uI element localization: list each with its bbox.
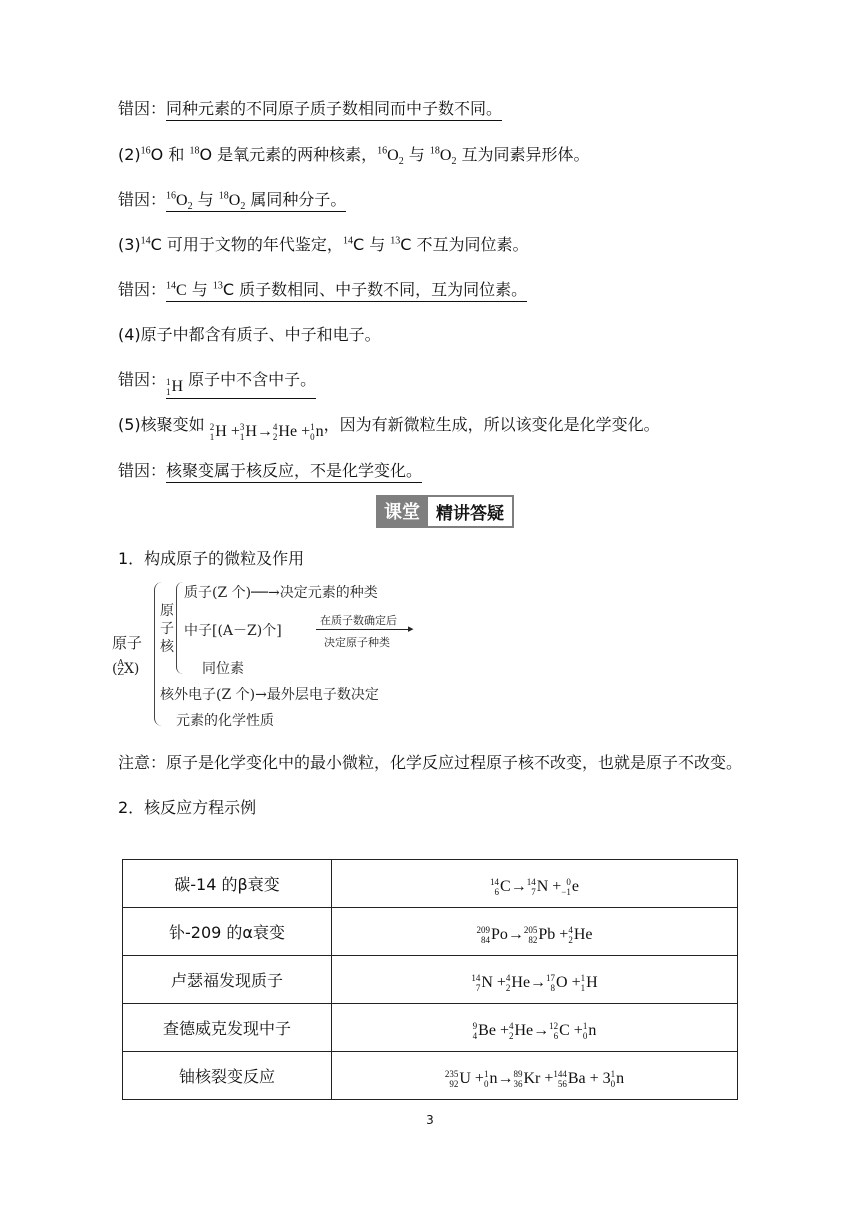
badge-right: 精讲答疑: [428, 495, 514, 528]
error-line-5: [118, 458, 422, 483]
diagram-isotope: 同位素: [202, 661, 244, 677]
error-label: 错因：: [118, 280, 167, 299]
error-answer: $^{14}$C 与 $^{13}$C 质子数相同、中子数不同，互为同位素。: [166, 277, 527, 302]
page-number: 3: [426, 1113, 434, 1127]
error-line-1: [118, 96, 502, 121]
table-row: [123, 908, 738, 956]
diagram-arrow-top: 在质子数确定后: [320, 614, 397, 627]
diagram-electron: 核外电子(Z 个)→最外层电子数决定: [160, 687, 379, 703]
error-label: 错因：: [118, 190, 167, 209]
error-line-4: [118, 367, 316, 399]
reaction-name: 钋-209 的α衰变: [123, 908, 332, 956]
error-answer: $^{16}O_2$ 与 $^{18}O_2$ 属同种分子。: [166, 187, 346, 212]
error-answer: 同种元素的不同原子质子数相同而中子数不同。: [166, 96, 502, 121]
reaction-equation: 9 4 Be + 4 2 He→ 12 6 C + 1 0 n: [332, 1004, 738, 1052]
reaction-name: 铀核裂变反应: [123, 1052, 332, 1100]
table-row: [123, 860, 738, 908]
section-2-title: 2．核反应方程示例: [118, 798, 257, 817]
error-label: 错因：: [118, 99, 167, 118]
reaction-name: 查德威克发现中子: [123, 1004, 332, 1052]
section-badge: [376, 495, 514, 528]
error-answer: 核聚变属于核反应，不是化学变化。: [166, 458, 422, 483]
error-answer: 1 1 H 原子中不含中子。: [166, 367, 316, 399]
statement-5: (5)核聚变如 2 1 H + 3 1 H→ 4 2 He + 1 0 n ，因为有新微粒生成，所以该变化是化学变化。: [118, 415, 660, 442]
table-row: [123, 956, 738, 1004]
diagram-nucleus: 原 子 核: [160, 603, 174, 655]
error-line-2: [118, 187, 346, 212]
error-label: 错因：: [118, 461, 167, 480]
brace-inner: [176, 582, 183, 674]
diagram-arrow-head: ▸: [408, 622, 414, 635]
reaction-equation: 209 84 Po→ 205 82 Pb + 4 2 He: [332, 908, 738, 956]
note: 注意：原子是化学变化中的最小微粒，化学反应过程原子核不改变，也就是原子不改变。: [118, 753, 743, 772]
badge-left: 课堂: [376, 495, 428, 528]
statement-3: $(3)^{14}C$ 可用于文物的年代鉴定，$^{14}$C 与 $^{13}$C 不互为同位素。: [118, 235, 529, 254]
section-1-title: 1．构成原子的微粒及作用: [118, 549, 305, 568]
error-line-3: [118, 277, 527, 302]
reaction-name: 卢瑟福发现质子: [123, 956, 332, 1004]
atom-structure-diagram: [110, 578, 440, 730]
diagram-neutron: 中子[(A－Z)个]: [184, 623, 282, 639]
table-row: [123, 1052, 738, 1100]
diagram-proton: 质子(Z 个)──→决定元素的种类: [184, 585, 378, 601]
diagram-arrow-bottom: 决定原子种类: [324, 636, 390, 649]
reaction-equation: 14 7 N + 4 2 He→ 17 8 O + 1 1 H: [332, 956, 738, 1004]
error-label: 错因：: [118, 370, 167, 389]
diagram-notation: ( A Z X): [112, 659, 140, 678]
nuclear-reaction-table: [122, 859, 738, 1100]
table-row: [123, 1004, 738, 1052]
diagram-arrow-line: [316, 629, 412, 630]
fusion-equation: 2 1 H + 3 1 H→ 4 2 He + 1 0 n: [209, 422, 324, 442]
nuclide-h1: 1 1 H: [166, 377, 184, 397]
reaction-equation: 14 6 C→ 14 7 N + 0 −1 e: [332, 860, 738, 908]
reaction-equation: 235 92 U + 1 0 n→ 89 36 Kr + 144 56 Ba + 3 1 0 n: [332, 1052, 738, 1100]
statement-2: $(2)^{16}O$ 和 $^{18}$O 是氧元素的两种核素，$^{16}O_2$ 与 $^{18}O_2$ 互为同素异形体。: [118, 145, 590, 168]
diagram-electron2: 元素的化学性质: [176, 713, 274, 729]
statement-4: (4)原子中都含有质子、中子和电子。: [118, 325, 381, 344]
diagram-atom: 原子: [112, 634, 143, 652]
reaction-name: 碳-14 的β衰变: [123, 860, 332, 908]
